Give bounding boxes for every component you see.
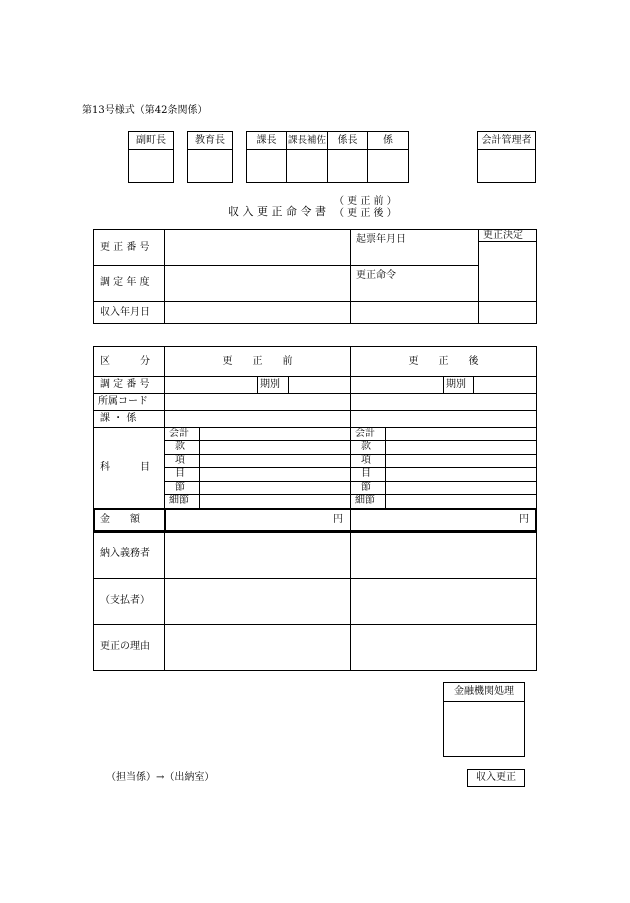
stamp-label: 課長補佐	[287, 135, 326, 146]
form-title: 収 入 更 正 命 令 書	[228, 205, 326, 218]
subject-row-label: 項	[175, 455, 185, 466]
routing-text: （担当係）→（出納室）	[106, 772, 215, 783]
subject-row-label: 会計	[355, 428, 375, 439]
stamp-label: 副町長	[129, 132, 173, 150]
dept-code-label: 所属コード	[98, 396, 148, 407]
financial-institution-box	[443, 682, 525, 757]
assessment-year-label: 調 定 年 度	[100, 277, 150, 288]
stamp-box-superintendent	[187, 131, 233, 183]
obligor-label: 納入義務者	[100, 548, 150, 559]
stamp-label: 課長	[256, 135, 277, 146]
period-label-after: 期別	[446, 379, 466, 390]
stamp-label: 会計管理者	[478, 132, 535, 150]
period-label-before: 期別	[260, 379, 280, 390]
stamp-label: 係	[383, 135, 393, 146]
info-table	[93, 229, 537, 324]
main-table	[93, 346, 537, 671]
subject-row-label: 細節	[169, 495, 189, 506]
subject-row-label: 細節	[355, 495, 375, 506]
title-bracket-before: （ 更 正 前 ）	[334, 196, 397, 207]
assessment-number-label: 調 定 番 号	[100, 379, 150, 390]
issue-date-label: 起票年月日	[356, 234, 406, 245]
subject-row-label: 目	[361, 468, 371, 479]
section-label: 課 ・ 係	[100, 413, 137, 424]
reason-label: 更正の理由	[100, 641, 150, 652]
financial-institution-label: 金融機関処理	[444, 683, 524, 702]
footer-tag-label: 収入更正	[476, 772, 516, 783]
subject-row-label: 項	[361, 455, 371, 466]
title-bracket-after: （ 更 正 後 ）	[334, 208, 397, 219]
footer-tag	[467, 769, 525, 787]
correction-order-label: 更正命令	[356, 270, 396, 281]
subject-row-label: 款	[361, 441, 371, 452]
correction-number-label: 更 正 番 号	[100, 242, 150, 253]
stamp-label: 教育長	[188, 132, 232, 150]
form-number: 第13号様式（第42条関係）	[82, 105, 208, 116]
yen-unit-before: 円	[333, 514, 343, 525]
stamp-label: 係長	[337, 135, 358, 146]
stamp-box-deputy-mayor	[128, 131, 174, 183]
amount-label: 金 額	[100, 514, 140, 525]
correction-decision-label: 更正決定	[483, 230, 523, 241]
subject-row-label: 節	[361, 482, 371, 493]
receipt-date-label: 収入年月日	[100, 307, 150, 318]
yen-unit-after: 円	[519, 514, 529, 525]
category-label: 区 分	[100, 356, 150, 367]
subject-row-label: 款	[175, 441, 185, 452]
before-header: 更 正 前	[222, 356, 293, 367]
subject-row-label: 会計	[169, 428, 189, 439]
subject-label: 科 目	[100, 462, 150, 473]
after-header: 更 正 後	[408, 356, 479, 367]
payer-label: （支払者）	[100, 595, 150, 606]
subject-row-label: 目	[175, 468, 185, 479]
subject-row-label: 節	[175, 482, 185, 493]
stamp-box-section-group	[246, 131, 409, 183]
stamp-box-accounting-manager	[477, 131, 536, 183]
